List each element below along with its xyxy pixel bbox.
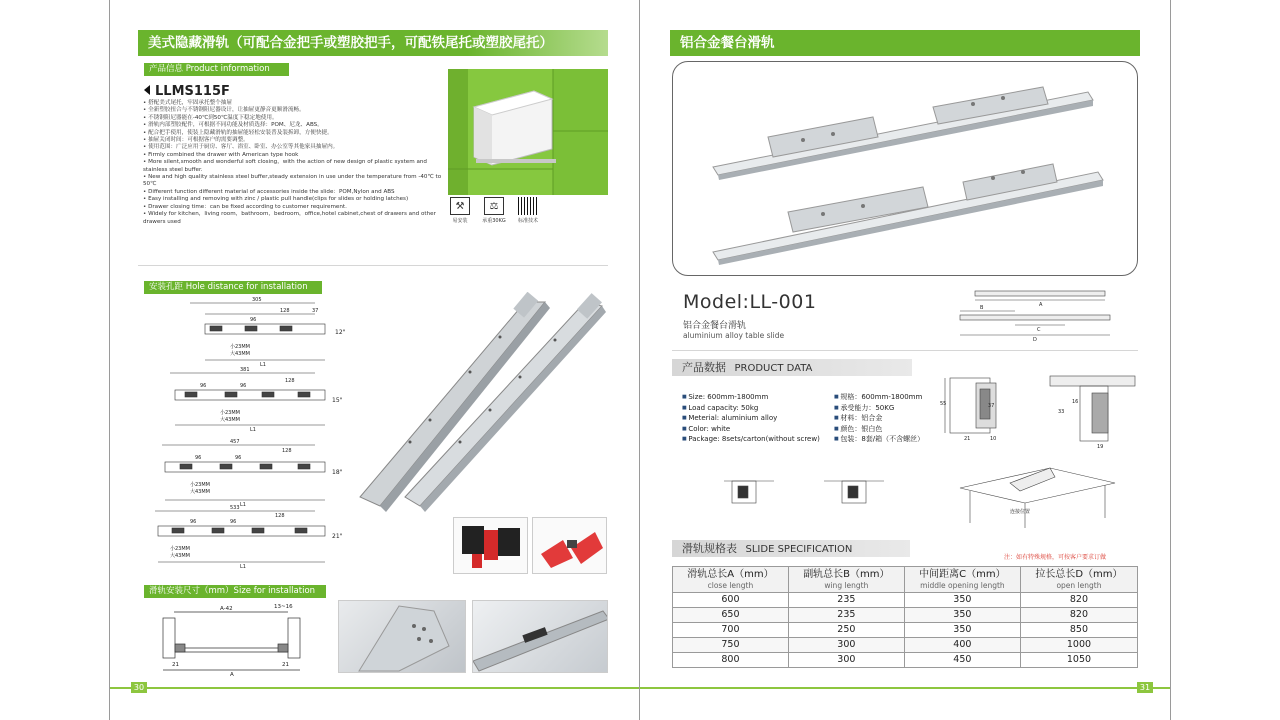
table-cell: 350 (904, 593, 1020, 608)
dim-label: 10 (990, 436, 997, 442)
section-divider (138, 265, 608, 266)
dim-label: 小23MM (190, 482, 210, 488)
dim-label: 21 (964, 436, 971, 442)
model-subtitle-cn: 铝合金餐台滑轨 (683, 321, 747, 331)
right-page-number: 31 (1137, 682, 1153, 693)
dim-label: 小23MM (170, 546, 190, 552)
dim-label: 457 (230, 439, 240, 445)
dim-label: 128 (275, 513, 285, 519)
right-banner-title: 铝合金餐台滑轨 (670, 30, 1140, 56)
specs-en-list (682, 392, 820, 445)
dim-label: L1 (250, 427, 256, 433)
table-cell: 1050 (1020, 653, 1137, 668)
product-info-tag: 产品信息 Product information (144, 63, 289, 76)
table-slide-photo (672, 61, 1138, 276)
table-row (673, 653, 1138, 668)
dim-label: 大43MM (190, 489, 210, 495)
slide-spec-header (672, 540, 910, 557)
table-cell: 600 (673, 593, 789, 608)
feature-item: • 滑轨内部塑胶配件，可根据不同功能及材质选择：POM、尼龙、ABS。 (143, 122, 443, 129)
table-cell: 350 (904, 608, 1020, 623)
dim-label: 128 (280, 308, 290, 314)
spec-item: ■ 颜色：银白色 (834, 424, 924, 435)
spec-item: ■ Meterial: aluminium alloy (682, 413, 820, 424)
spec-item: ■ 包装：8套/箱（不含螺丝） (834, 434, 924, 445)
dim-label: L1 (240, 564, 246, 570)
header-cn: 拉长总长D（mm） (1035, 569, 1123, 580)
model-heading (144, 84, 230, 99)
hole-distance-drawings (150, 296, 360, 576)
feature-item: • Firmly combined the drawer with American type hook (143, 152, 443, 159)
dim-label: 大43MM (170, 553, 190, 559)
slide-spec-table (672, 566, 1138, 668)
header-cn: 中间距离C（mm） (919, 569, 1006, 580)
dim-label: 大43MM (220, 417, 240, 423)
table-cell: 235 (788, 593, 904, 608)
dim-label: A (230, 672, 234, 676)
hole-row-15 (170, 367, 343, 433)
header-en: close length (707, 581, 754, 590)
dim-label: 305 (252, 297, 262, 303)
feature-item: • Easy installing and removing with zinc / plastic pull handle(clips for slides or holding latches) (143, 196, 443, 203)
custom-spec-note: 注：如有特殊规格，可按客户要求订做 (1004, 554, 1107, 561)
load-icon-label: 承重30KG (482, 218, 506, 224)
product-data-cn: 产品数据 (682, 361, 726, 374)
dim-label: A (1039, 302, 1043, 308)
left-footer-line (110, 687, 639, 689)
load-icon-box: ⚖ (484, 197, 504, 215)
cross-section-drawings (940, 373, 1140, 533)
clip-section-drawings (724, 478, 884, 512)
section-divider (672, 350, 1138, 351)
product-data-en: PRODUCT DATA (734, 363, 813, 374)
size-label: 12" (335, 329, 346, 336)
left-page-edge (109, 0, 110, 720)
slide-detail-photo (472, 600, 608, 673)
dim-label: 96 (195, 455, 202, 461)
table-cell: 800 (673, 653, 789, 668)
dim-label: B (980, 305, 984, 311)
dim-label: 37 (312, 308, 319, 314)
dim-label: 37 (988, 403, 995, 409)
feature-item: • 抽屉关闭时间：可根据客户的需要调整。 (143, 137, 443, 144)
table-cell: 700 (673, 623, 789, 638)
dim-label: 大43MM (230, 351, 250, 357)
table-cell: 235 (788, 608, 904, 623)
size-label: 18" (332, 469, 343, 476)
dim-label: 55 (940, 401, 947, 407)
column-header (673, 567, 789, 593)
dim-label: C (1037, 327, 1041, 333)
dim-label: 21 (282, 662, 289, 668)
table-cell: 400 (904, 638, 1020, 653)
spec-item: ■ Package: 8sets/carton(without screw) (682, 434, 820, 445)
table-cell: 450 (904, 653, 1020, 668)
dim-label: L1 (240, 502, 246, 508)
dim-label: 13~16 (274, 604, 293, 610)
dim-label: 381 (240, 367, 250, 373)
page-fold (639, 0, 640, 720)
spec-item: ■ 规格：600mm-1800mm (834, 392, 924, 403)
spec-item: ■ 承受能力：50KG (834, 403, 924, 414)
column-header (904, 567, 1020, 593)
dim-label: 96 (250, 317, 257, 323)
hole-row-12 (190, 297, 346, 368)
install-icon-box: ⚒ (450, 197, 470, 215)
dim-label: 128 (282, 448, 292, 454)
left-page-number: 30 (131, 682, 147, 693)
table-cell: 820 (1020, 593, 1137, 608)
feature-item: • Widely for kitchen，living room，bathroom，bedroom，office,hotel cabinet,chest of drawers and other drawers used (143, 211, 443, 226)
spec-item: ■ Color: white (682, 424, 820, 435)
feature-item: • 配合把手使用，使装上隐藏滑轨的抽屉能轻松安装普及装拆卸，方便快捷。 (143, 130, 443, 137)
model-title: Model:LL-001 (683, 291, 817, 313)
slide-dimension-drawing (955, 287, 1115, 342)
feature-item: • 不锈钢阻尼器能在-40℃到50℃温度下稳定地使用。 (143, 115, 443, 122)
spec-item: ■ Load capacity: 50kg (682, 403, 820, 414)
feature-item: • 使用范围：广泛应用于厨房、客厅、浴室、卧室、办公室等其他家具抽屉内。 (143, 144, 443, 151)
dim-label: 16 (1072, 399, 1079, 405)
dim-label: 小23MM (220, 410, 240, 416)
table-row (673, 638, 1138, 653)
bracket-photo (338, 600, 466, 673)
table-row (673, 593, 1138, 608)
dim-label: 96 (230, 519, 237, 525)
header-cn: 滑轨总长A（mm） (687, 569, 774, 580)
spec-item: ■ Size: 600mm-1800mm (682, 392, 820, 403)
standard-icon (516, 197, 540, 224)
feature-icons (448, 197, 540, 224)
dim-label: 21 (172, 662, 179, 668)
install-icon (448, 197, 472, 224)
triangle-left-icon (144, 85, 150, 95)
feature-item: • Drawer closing time：can be fixed according to customer requirement. (143, 204, 443, 211)
feature-item: • 搭配美式尾托，牢固承托整个抽屉 (143, 100, 443, 107)
feature-list (143, 100, 443, 226)
drawer-photo (448, 69, 608, 195)
header-en: open length (1056, 581, 1102, 590)
dim-label: 96 (240, 383, 247, 389)
red-clip-photo (532, 517, 607, 574)
slide-spec-cn: 滑轨规格表 (682, 542, 737, 555)
feature-item: • More silent,smooth and wonderful soft closing，with the action of new design of plastic system and stainless steel buffer. (143, 159, 443, 174)
dim-label: 连接位置 (1010, 509, 1031, 515)
dim-label: A-42 (220, 606, 233, 612)
size-install-tag: 滑轨安装尺寸（mm）Size for installation (144, 585, 326, 598)
install-size-drawing (158, 600, 308, 676)
hole-row-21 (155, 505, 343, 570)
table-cell: 350 (904, 623, 1020, 638)
feature-item: • 全新塑胶扭合与不锈钢阻尼器设计，让抽屉更静音更顺滑流畅。 (143, 107, 443, 114)
hidden-slide-illustration (350, 292, 608, 514)
dim-label: 19 (1097, 444, 1104, 450)
table-cell: 650 (673, 608, 789, 623)
table-cell: 250 (788, 623, 904, 638)
black-clip-photo (453, 517, 528, 574)
right-page-edge (1170, 0, 1171, 720)
header-cn: 副轨总长B（mm） (803, 569, 890, 580)
specs-cn-list (834, 392, 924, 445)
dim-label: L1 (260, 362, 266, 368)
feature-item: • Different function different material of accessories inside the slide：POM,Nylon and ABS (143, 189, 443, 196)
table-row (673, 623, 1138, 638)
install-icon-label: 易安装 (452, 218, 468, 224)
table-row (673, 608, 1138, 623)
spec-item: ■ 材料：铝合金 (834, 413, 924, 424)
header-en: middle opening length (920, 581, 1005, 590)
table-cell: 300 (788, 653, 904, 668)
product-data-header (672, 359, 912, 376)
size-label: 15" (332, 397, 343, 404)
model-name: LLMS115F (155, 84, 230, 99)
barcode-icon (518, 197, 538, 215)
standard-icon-label: 标准技术 (517, 218, 538, 224)
hole-distance-tag: 安装孔距 Hole distance for installation (144, 281, 322, 294)
table-cell: 300 (788, 638, 904, 653)
dim-label: 33 (1058, 409, 1065, 415)
dim-label: 96 (190, 519, 197, 525)
dim-label: 小23MM (230, 344, 250, 350)
dim-label: D (1033, 337, 1037, 342)
header-en: wing length (824, 581, 869, 590)
table-header-row (673, 567, 1138, 593)
table-cell: 750 (673, 638, 789, 653)
left-banner-title: 美式隐藏滑轨（可配合金把手或塑胶把手，可配铁尾托或塑胶尾托） (138, 30, 608, 56)
column-header (1020, 567, 1137, 593)
size-label: 21" (332, 533, 343, 540)
dim-label: 533 (230, 505, 240, 511)
table-cell: 850 (1020, 623, 1137, 638)
slide-spec-en: SLIDE SPECIFICATION (745, 544, 853, 555)
model-subtitle-en: aluminium alloy table slide (683, 331, 785, 340)
load-icon (482, 197, 506, 224)
feature-item: • New and high quality stainless steel buffer,steady extension in use under the temperature from -40℃ to 50℃ (143, 174, 443, 189)
dim-label: 128 (285, 378, 295, 384)
table-cell: 820 (1020, 608, 1137, 623)
dim-label: 96 (235, 455, 242, 461)
table-cell: 1000 (1020, 638, 1137, 653)
right-footer-line (640, 687, 1170, 689)
hole-row-18 (162, 439, 343, 508)
column-header (788, 567, 904, 593)
dim-label: 96 (200, 383, 207, 389)
